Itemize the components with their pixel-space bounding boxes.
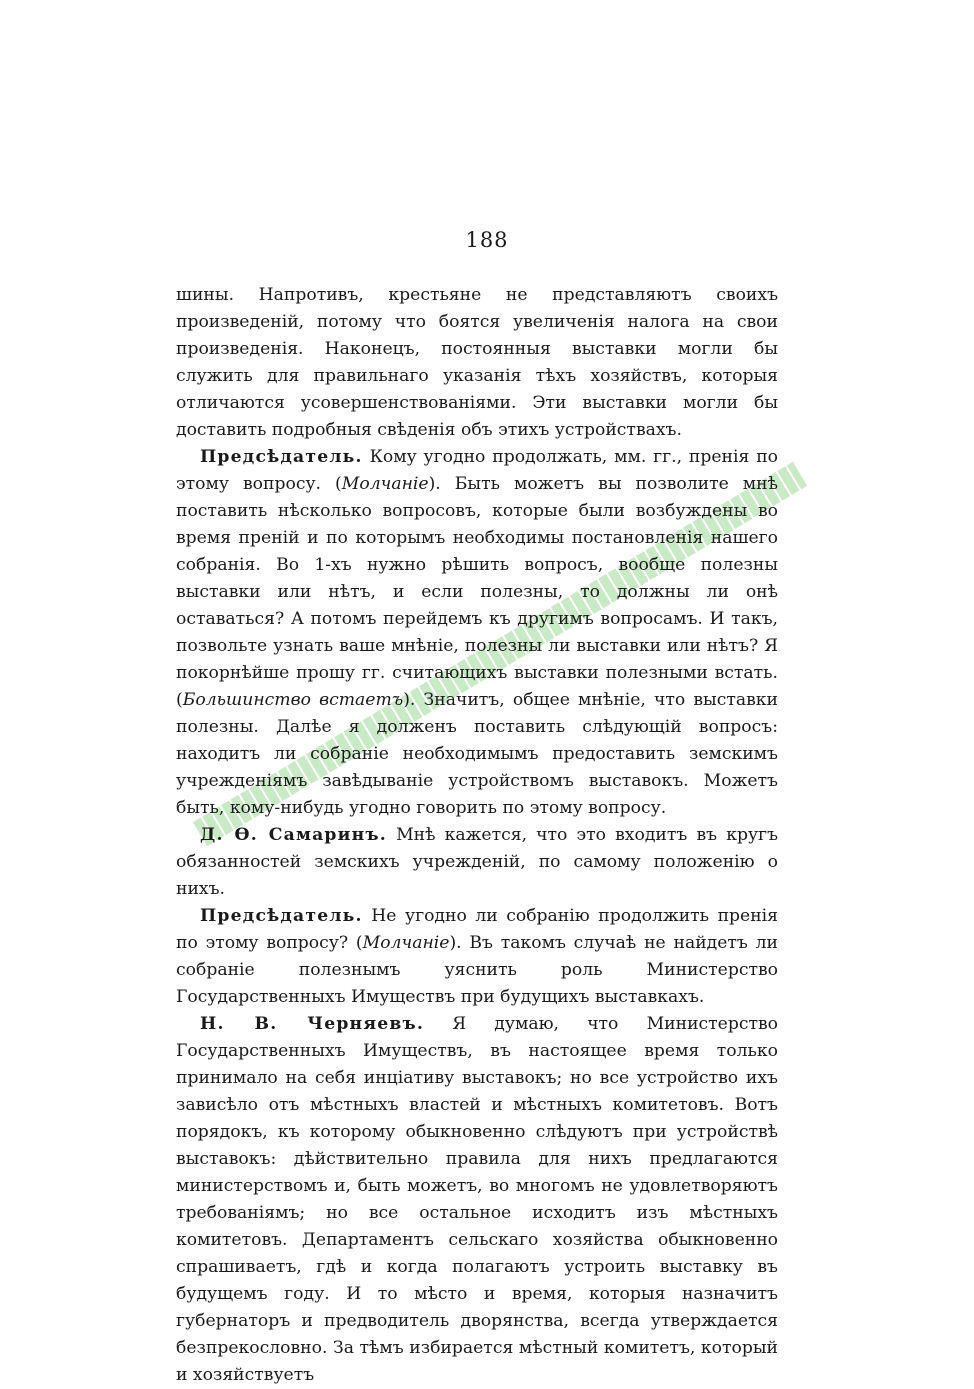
paragraph-text: ). Въ такомъ случаѣ не найдетъ ли собраніе полезнымъ уяснить роль Министерство Государственныхъ Имуществъ при будущихъ выставкахъ. [176,933,778,1007]
paragraph [176,903,778,1011]
page-body-text [176,282,778,1389]
paragraph-text: Я думаю, что Министерство Государственныхъ Имуществъ, въ настоящее время только принимало на себя инціативу выставокъ; но все устройство ихъ зависѣло отъ мѣстныхъ властей и мѣстныхъ комитетовъ. Вотъ порядокъ, къ которому обыкновенно слѣдуютъ при устройствѣ выставокъ: дѣйствительно правила для нихъ предлагаются министерствомъ и, быть можетъ, во многомъ не удовлетворяютъ требованіямъ; но все остальное исходитъ изъ мѣстныхъ комитетовъ. Департаментъ сельскаго хозяйства обыкновенно спрашиваетъ, гдѣ и когда полагаютъ устроить выставку въ будущемъ году. И то мѣсто и время, которыя назначитъ губернаторъ и предводитель дворянства, всегда утверждается безпрекословно. За тѣмъ избирается мѣстный комитетъ, который и хозяйствуетъ [176,1014,779,1385]
paragraph [176,822,778,903]
paragraph [176,444,778,822]
speaker-name: Предсѣдатель. [200,447,363,467]
stage-direction: Молчаніе [341,474,429,494]
paragraph [176,282,778,444]
speaker-name: Д. Ѳ. Самаринъ. [200,825,387,845]
paragraph-text: Мнѣ кажется, что это входитъ въ кругъ обязанностей земскихъ учрежденій, по самому положенію о нихъ. [176,825,779,899]
stage-direction: Большинство встаетъ [182,690,404,710]
page-number: 188 [465,228,509,252]
paragraph-text: ). Значитъ, общее мнѣніе, что выставки полезны. Далѣе я долженъ поставить слѣдующій вопросъ: находитъ ли собраніе необходимымъ предоставить земскимъ учрежденіямъ завѣдываніе устройствомъ выставокъ. Можетъ быть, кому-нибудь угодно говорить по этому вопросу. [176,690,778,818]
stage-direction: Молчаніе [362,933,450,953]
paragraph-text: Кому угодно продолжать, мм. гг., пренія по этому вопросу. ( [176,447,778,494]
paragraph-text: шины. Напротивъ, крестьяне не представляютъ своихъ произведеній, потому что боятся увеличенія налога на свои произведенія. Наконецъ, постоянныя выставки могли бы служить для правильнаго указанія тѣхъ хозяйствъ, которыя отличаются усовершенствованіями. Эти выставки могли бы доставить подробныя свѣденія объ этихъ устройствахъ. [176,285,778,440]
paragraph-text: Не угодно ли собранію продолжить пренія по этому вопросу? ( [176,906,778,953]
paragraph-text: ). Быть можетъ вы позволите мнѣ поставить нѣсколько вопросовъ, которые были возбуждены во время преній и по которымъ необходимы постановленія нашего собранія. Во 1-хъ нужно рѣшить вопросъ, вообще полезны выставки или нѣтъ, и если полезны, то должны ли онѣ оставаться? А потомъ перейдемъ къ другимъ вопросамъ. И такъ, позвольте узнать ваше мнѣніе, полезны ли выставки или нѣтъ? Я покорнѣйше прошу гг. считающихъ выставки полезными встать. ( [176,474,778,710]
paragraph [176,1011,778,1389]
speaker-name: Н. В. Черняевъ. [200,1014,425,1034]
speaker-name: Предсѣдатель. [200,906,363,926]
